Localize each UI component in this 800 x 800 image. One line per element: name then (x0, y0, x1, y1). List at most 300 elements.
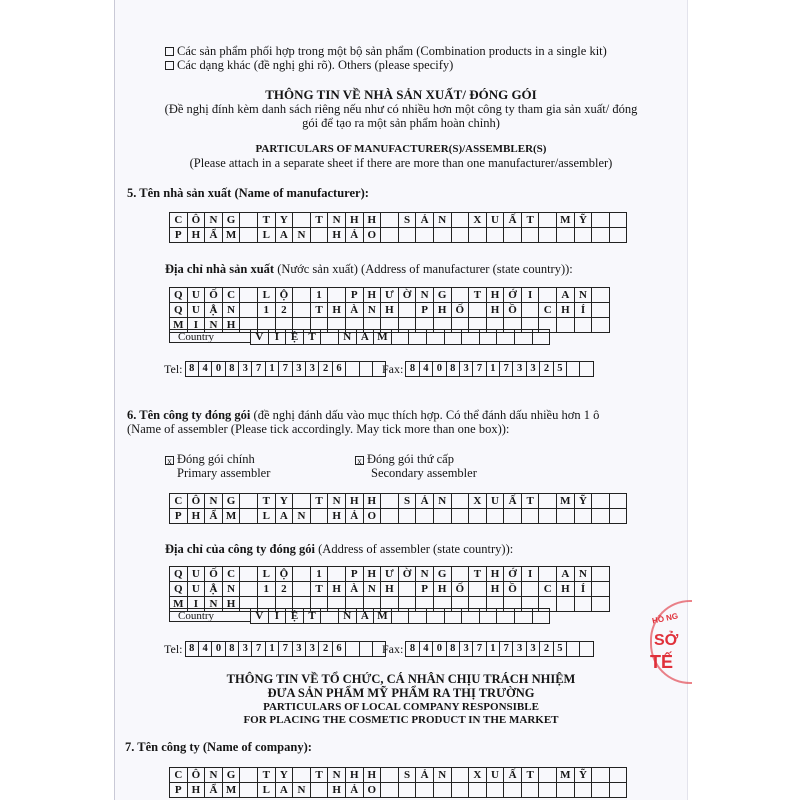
manufacturer-name-grid[interactable] (169, 213, 627, 243)
form-cell[interactable]: Ỹ (574, 212, 593, 228)
form-cell[interactable]: 3 (526, 641, 540, 657)
form-cell[interactable] (521, 581, 540, 597)
form-cell[interactable] (556, 596, 575, 612)
manufacturer-country-row[interactable] (169, 330, 550, 345)
form-cell[interactable]: 3 (526, 361, 540, 377)
form-cell[interactable]: 1 (265, 641, 279, 657)
form-cell[interactable]: X (468, 212, 487, 228)
form-cell[interactable]: H (556, 302, 575, 318)
form-cell[interactable] (239, 302, 258, 318)
form-cell[interactable]: 7 (278, 361, 292, 377)
form-cell[interactable] (538, 508, 557, 524)
form-cell[interactable]: U (187, 287, 206, 303)
form-cell[interactable] (292, 581, 311, 597)
form-cell[interactable] (239, 287, 258, 303)
form-cell[interactable]: Ẩ (204, 508, 223, 524)
form-cell[interactable] (503, 227, 522, 243)
form-cell[interactable] (433, 782, 452, 798)
form-cell[interactable] (239, 212, 258, 228)
form-cell[interactable]: Ấ (503, 493, 522, 509)
form-cell[interactable]: 7 (499, 641, 513, 657)
form-cell[interactable]: T (310, 581, 329, 597)
form-cell[interactable]: 3 (512, 361, 526, 377)
form-cell[interactable]: 0 (211, 361, 225, 377)
form-cell[interactable] (320, 608, 339, 624)
form-cell[interactable]: G (222, 212, 241, 228)
form-cell[interactable] (591, 566, 610, 582)
form-cell[interactable]: C (169, 212, 188, 228)
checkbox-secondary[interactable]: x (355, 456, 364, 465)
form-cell[interactable]: N (327, 493, 346, 509)
form-cell[interactable]: N (204, 767, 223, 783)
form-cell[interactable] (320, 329, 339, 345)
form-cell[interactable]: 3 (292, 361, 306, 377)
form-cell[interactable]: N (292, 227, 311, 243)
form-cell[interactable]: 3 (238, 641, 252, 657)
form-cell[interactable]: T (257, 493, 276, 509)
form-cell[interactable]: T (468, 287, 487, 303)
form-cell[interactable]: À (345, 581, 364, 597)
form-cell[interactable] (451, 508, 470, 524)
form-cell[interactable] (398, 782, 417, 798)
form-cell[interactable] (292, 566, 311, 582)
form-cell[interactable] (574, 782, 593, 798)
form-cell[interactable] (380, 212, 399, 228)
form-cell[interactable] (579, 361, 593, 377)
form-cell[interactable] (532, 329, 551, 345)
form-cell[interactable]: 7 (251, 361, 265, 377)
form-cell[interactable]: Ờ (398, 287, 417, 303)
form-cell[interactable]: V (250, 608, 269, 624)
form-cell[interactable]: T (310, 767, 329, 783)
form-cell[interactable] (292, 212, 311, 228)
form-cell[interactable]: Ư (380, 566, 399, 582)
form-cell[interactable]: Ậ (204, 302, 223, 318)
form-cell[interactable] (479, 329, 498, 345)
form-cell[interactable]: 2 (539, 641, 553, 657)
form-cell[interactable]: P (169, 227, 188, 243)
form-cell[interactable]: L (257, 287, 276, 303)
form-cell[interactable] (591, 508, 610, 524)
form-cell[interactable] (415, 227, 434, 243)
form-cell[interactable]: H (486, 581, 505, 597)
form-cell[interactable] (461, 608, 480, 624)
form-cell[interactable]: Ồ (503, 302, 522, 318)
form-cell[interactable] (451, 767, 470, 783)
form-cell[interactable]: 4 (419, 641, 433, 657)
form-cell[interactable]: Ậ (204, 581, 223, 597)
form-cell[interactable] (451, 212, 470, 228)
form-cell[interactable]: H (327, 302, 346, 318)
form-cell[interactable]: N (222, 302, 241, 318)
form-cell[interactable]: Ệ (285, 608, 304, 624)
form-cell[interactable] (468, 508, 487, 524)
form-cell[interactable] (609, 767, 628, 783)
form-cell[interactable] (486, 227, 505, 243)
form-cell[interactable]: T (310, 212, 329, 228)
form-cell[interactable]: N (204, 596, 223, 612)
form-cell[interactable]: I (521, 566, 540, 582)
form-cell[interactable]: H (363, 212, 382, 228)
form-cell[interactable]: P (169, 508, 188, 524)
form-cell[interactable] (486, 782, 505, 798)
form-cell[interactable]: 3 (459, 641, 473, 657)
form-cell[interactable]: Ấ (503, 767, 522, 783)
form-cell[interactable]: G (433, 287, 452, 303)
form-cell[interactable] (538, 227, 557, 243)
form-cell[interactable]: H (486, 287, 505, 303)
form-cell[interactable]: Ồ (503, 581, 522, 597)
form-cell[interactable] (591, 493, 610, 509)
form-cell[interactable]: N (292, 782, 311, 798)
form-cell[interactable]: 4 (198, 641, 212, 657)
form-cell[interactable]: H (222, 317, 241, 333)
form-cell[interactable] (591, 287, 610, 303)
form-cell[interactable] (239, 227, 258, 243)
form-cell[interactable]: Ẩ (204, 782, 223, 798)
form-cell[interactable]: N (204, 317, 223, 333)
form-cell[interactable]: 3 (238, 361, 252, 377)
form-cell[interactable]: Ả (415, 493, 434, 509)
form-cell[interactable] (538, 782, 557, 798)
form-cell[interactable]: Ấ (503, 212, 522, 228)
form-cell[interactable]: 7 (472, 361, 486, 377)
form-cell[interactable] (239, 493, 258, 509)
form-cell[interactable]: T (303, 329, 322, 345)
form-cell[interactable]: T (521, 767, 540, 783)
form-cell[interactable]: L (257, 566, 276, 582)
form-cell[interactable] (591, 767, 610, 783)
form-cell[interactable] (359, 361, 373, 377)
form-cell[interactable]: H (433, 302, 452, 318)
form-cell[interactable]: 7 (278, 641, 292, 657)
form-cell[interactable] (574, 317, 593, 333)
assembler-address-grid[interactable] (169, 567, 610, 612)
form-cell[interactable]: Í (574, 581, 593, 597)
form-cell[interactable] (609, 212, 628, 228)
form-cell[interactable] (444, 608, 463, 624)
form-cell[interactable]: Ố (451, 302, 470, 318)
form-cell[interactable] (503, 782, 522, 798)
assembler-tel[interactable]: Tel: 8 4 0 8 3 7 1 7 3 3 2 6 (164, 642, 386, 657)
form-cell[interactable]: H (327, 581, 346, 597)
form-cell[interactable]: Ớ (503, 566, 522, 582)
form-cell[interactable]: Ỹ (574, 767, 593, 783)
form-cell[interactable]: C (538, 581, 557, 597)
form-cell[interactable] (239, 581, 258, 597)
form-cell[interactable] (292, 302, 311, 318)
form-cell[interactable] (503, 508, 522, 524)
form-cell[interactable] (426, 608, 445, 624)
form-cell[interactable] (310, 508, 329, 524)
form-cell[interactable]: T (257, 212, 276, 228)
form-cell[interactable]: C (222, 566, 241, 582)
form-cell[interactable]: U (187, 566, 206, 582)
form-cell[interactable]: U (187, 302, 206, 318)
form-cell[interactable]: Ô (187, 493, 206, 509)
form-cell[interactable] (514, 608, 533, 624)
assembler-country-row[interactable] (169, 609, 550, 624)
form-cell[interactable]: N (338, 608, 357, 624)
form-cell[interactable] (433, 508, 452, 524)
form-cell[interactable]: M (169, 596, 188, 612)
form-cell[interactable] (486, 508, 505, 524)
form-cell[interactable]: 3 (459, 361, 473, 377)
form-cell[interactable]: H (345, 767, 364, 783)
form-cell[interactable] (574, 508, 593, 524)
form-cell[interactable] (380, 782, 399, 798)
form-cell[interactable]: Q (169, 581, 188, 597)
form-cell[interactable]: H (363, 493, 382, 509)
form-cell[interactable] (408, 608, 427, 624)
form-cell[interactable]: U (486, 767, 505, 783)
checkbox-primary[interactable]: x (165, 456, 174, 465)
form-cell[interactable]: 3 (305, 641, 319, 657)
form-cell[interactable]: 2 (318, 361, 332, 377)
form-cell[interactable]: T (257, 767, 276, 783)
form-cell[interactable]: N (327, 767, 346, 783)
form-cell[interactable] (609, 508, 628, 524)
assembler-name-grid[interactable] (169, 494, 627, 524)
form-cell[interactable]: V (250, 329, 269, 345)
form-cell[interactable] (591, 581, 610, 597)
form-cell[interactable]: M (556, 212, 575, 228)
form-cell[interactable]: H (327, 227, 346, 243)
form-cell[interactable]: Ệ (285, 329, 304, 345)
form-cell[interactable] (468, 227, 487, 243)
form-cell[interactable]: 8 (225, 361, 239, 377)
form-cell[interactable]: H (187, 508, 206, 524)
form-cell[interactable]: 2 (275, 581, 294, 597)
form-cell[interactable]: I (268, 329, 287, 345)
form-cell[interactable]: N (433, 212, 452, 228)
form-cell[interactable] (468, 581, 487, 597)
form-cell[interactable]: Ờ (398, 566, 417, 582)
form-cell[interactable]: 0 (432, 641, 446, 657)
form-cell[interactable]: 2 (539, 361, 553, 377)
form-cell[interactable] (391, 329, 410, 345)
form-cell[interactable] (521, 302, 540, 318)
form-cell[interactable] (327, 566, 346, 582)
form-cell[interactable]: 8 (225, 641, 239, 657)
form-cell[interactable]: H (327, 782, 346, 798)
form-cell[interactable]: Í (574, 302, 593, 318)
form-cell[interactable]: T (310, 493, 329, 509)
form-cell[interactable] (391, 608, 410, 624)
form-cell[interactable] (468, 302, 487, 318)
form-cell[interactable] (556, 227, 575, 243)
form-cell[interactable]: 8 (185, 361, 199, 377)
form-cell[interactable] (433, 227, 452, 243)
form-cell[interactable]: À (345, 302, 364, 318)
form-cell[interactable] (591, 782, 610, 798)
option-other[interactable]: Các dạng khác (đề nghị ghi rõ). Others (please specify) (165, 58, 453, 72)
form-cell[interactable]: X (468, 767, 487, 783)
form-cell[interactable] (556, 508, 575, 524)
form-cell[interactable]: S (398, 212, 417, 228)
form-cell[interactable]: G (433, 566, 452, 582)
form-cell[interactable]: 1 (310, 566, 329, 582)
form-cell[interactable]: A (275, 227, 294, 243)
form-cell[interactable] (310, 782, 329, 798)
form-cell[interactable]: Ả (415, 212, 434, 228)
form-cell[interactable]: M (556, 493, 575, 509)
form-cell[interactable] (408, 329, 427, 345)
form-cell[interactable]: H (363, 767, 382, 783)
form-cell[interactable]: 6 (332, 361, 346, 377)
form-cell[interactable]: H (486, 566, 505, 582)
form-cell[interactable]: L (257, 508, 276, 524)
form-cell[interactable] (380, 227, 399, 243)
form-cell[interactable]: 7 (472, 641, 486, 657)
form-cell[interactable]: I (187, 596, 206, 612)
form-cell[interactable] (574, 596, 593, 612)
manufacturer-fax[interactable]: Fax: 8 4 0 8 3 7 1 7 3 3 2 5 (382, 362, 594, 377)
form-cell[interactable]: 5 (553, 641, 567, 657)
form-cell[interactable] (451, 782, 470, 798)
form-cell[interactable] (556, 782, 575, 798)
form-cell[interactable]: N (574, 287, 593, 303)
form-cell[interactable] (310, 227, 329, 243)
form-cell[interactable]: 8 (405, 361, 419, 377)
form-cell[interactable] (496, 608, 515, 624)
form-cell[interactable]: Ớ (503, 287, 522, 303)
form-cell[interactable]: X (468, 493, 487, 509)
form-cell[interactable]: P (345, 566, 364, 582)
form-cell[interactable]: T (521, 493, 540, 509)
form-cell[interactable]: H (556, 581, 575, 597)
form-cell[interactable]: M (169, 317, 188, 333)
secondary-assembler-option[interactable]: x Đóng gói thứ cấp (355, 452, 454, 466)
form-cell[interactable] (327, 287, 346, 303)
form-cell[interactable] (451, 227, 470, 243)
form-cell[interactable]: 1 (486, 641, 500, 657)
form-cell[interactable] (609, 227, 628, 243)
form-cell[interactable]: C (538, 302, 557, 318)
form-cell[interactable]: Q (169, 287, 188, 303)
form-cell[interactable]: C (222, 287, 241, 303)
form-cell[interactable] (496, 329, 515, 345)
form-cell[interactable]: N (433, 493, 452, 509)
form-cell[interactable]: M (222, 508, 241, 524)
form-cell[interactable]: 1 (257, 302, 276, 318)
form-cell[interactable] (538, 566, 557, 582)
form-cell[interactable]: H (363, 287, 382, 303)
form-cell[interactable] (538, 767, 557, 783)
assembler-fax[interactable]: Fax: 8 4 0 8 3 7 1 7 3 3 2 5 (382, 642, 594, 657)
form-cell[interactable]: C (169, 767, 188, 783)
form-cell[interactable]: Y (275, 767, 294, 783)
form-cell[interactable]: O (363, 782, 382, 798)
form-cell[interactable] (292, 493, 311, 509)
form-cell[interactable]: 0 (432, 361, 446, 377)
form-cell[interactable] (239, 767, 258, 783)
form-cell[interactable]: N (327, 212, 346, 228)
form-cell[interactable] (239, 566, 258, 582)
form-cell[interactable]: A (556, 287, 575, 303)
form-cell[interactable] (380, 508, 399, 524)
form-cell[interactable]: H (486, 302, 505, 318)
form-cell[interactable]: T (468, 566, 487, 582)
form-cell[interactable]: 8 (405, 641, 419, 657)
form-cell[interactable]: Ộ (275, 287, 294, 303)
form-cell[interactable]: Ô (187, 767, 206, 783)
form-cell[interactable]: L (257, 782, 276, 798)
form-cell[interactable] (521, 508, 540, 524)
form-cell[interactable]: H (345, 212, 364, 228)
form-cell[interactable]: I (268, 608, 287, 624)
form-cell[interactable]: N (415, 566, 434, 582)
form-cell[interactable]: M (373, 608, 392, 624)
form-cell[interactable]: H (345, 493, 364, 509)
form-cell[interactable]: H (187, 782, 206, 798)
form-cell[interactable]: S (398, 493, 417, 509)
manufacturer-address-grid[interactable] (169, 288, 610, 333)
form-cell[interactable]: T (310, 302, 329, 318)
form-cell[interactable]: Ố (204, 287, 223, 303)
form-cell[interactable] (591, 317, 610, 333)
form-cell[interactable]: Ô (187, 212, 206, 228)
form-cell[interactable]: Y (275, 493, 294, 509)
form-cell[interactable] (591, 212, 610, 228)
form-cell[interactable]: 3 (305, 361, 319, 377)
form-cell[interactable]: 5 (553, 361, 567, 377)
form-cell[interactable]: G (222, 767, 241, 783)
form-cell[interactable]: U (187, 581, 206, 597)
form-cell[interactable]: O (363, 508, 382, 524)
form-cell[interactable] (556, 317, 575, 333)
form-cell[interactable]: N (574, 566, 593, 582)
form-cell[interactable]: 6 (332, 641, 346, 657)
form-cell[interactable]: Ố (451, 581, 470, 597)
form-cell[interactable] (514, 329, 533, 345)
form-cell[interactable]: 1 (265, 361, 279, 377)
form-cell[interactable]: T (303, 608, 322, 624)
form-cell[interactable]: Q (169, 566, 188, 582)
form-cell[interactable] (538, 493, 557, 509)
form-cell[interactable] (609, 493, 628, 509)
form-cell[interactable] (380, 767, 399, 783)
form-cell[interactable]: T (521, 212, 540, 228)
form-cell[interactable]: A (356, 608, 375, 624)
form-cell[interactable] (451, 566, 470, 582)
form-cell[interactable]: N (433, 767, 452, 783)
form-cell[interactable] (398, 581, 417, 597)
form-cell[interactable]: S (398, 767, 417, 783)
form-cell[interactable]: A (275, 782, 294, 798)
form-cell[interactable]: N (338, 329, 357, 345)
form-cell[interactable] (415, 782, 434, 798)
form-cell[interactable]: N (204, 212, 223, 228)
form-cell[interactable]: N (204, 493, 223, 509)
form-cell[interactable] (591, 596, 610, 612)
form-cell[interactable]: H (380, 581, 399, 597)
form-cell[interactable] (532, 608, 551, 624)
form-cell[interactable]: N (222, 581, 241, 597)
form-cell[interactable] (398, 302, 417, 318)
form-cell[interactable]: N (363, 302, 382, 318)
form-cell[interactable]: H (187, 227, 206, 243)
form-cell[interactable] (359, 641, 373, 657)
form-cell[interactable]: 1 (257, 581, 276, 597)
form-cell[interactable] (521, 227, 540, 243)
form-cell[interactable]: Ộ (275, 566, 294, 582)
form-cell[interactable]: 4 (198, 361, 212, 377)
form-cell[interactable]: U (486, 493, 505, 509)
form-cell[interactable]: M (556, 767, 575, 783)
option-combination[interactable]: Các sản phẩm phối hợp trong một bộ sản phẩm (Combination products in a single kit) (165, 44, 607, 58)
form-cell[interactable]: 8 (446, 641, 460, 657)
